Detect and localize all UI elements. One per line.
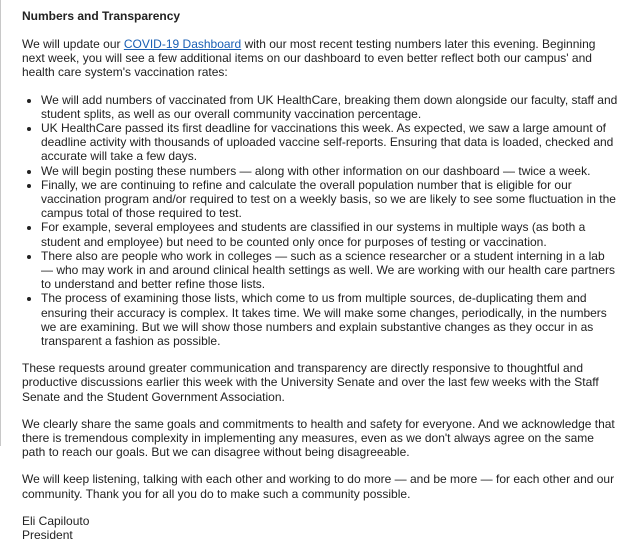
list-item: • We will begin posting these numbers — along with other information on our dashboard — twice a week. — [41, 164, 618, 178]
list-item: • Finally, we are continuing to refine and calculate the overall population number that is eligible for our vaccination program and/or required to test on a weekly basis, so we are likely to see some fluctuation in the campus total of those required to test. — [41, 178, 618, 221]
covid-dashboard-link[interactable]: COVID-19 Dashboard — [123, 37, 242, 51]
signature-title: President — [22, 528, 73, 542]
signature-name: Eli Capilouto — [22, 513, 90, 528]
list-item: • We will add numbers of vaccinated from UK HealthCare, breaking them down alongside our faculty, staff and student splits, as well as our overall community vaccination percentage. — [41, 93, 618, 121]
list-item: • There also are people who work in colleges — such as a science researcher or a student interning in a lab — who may work in and around clinical health settings as well. We are working with our health care partners to understand and better refine those lists. — [41, 249, 618, 292]
email-body — [22, 9, 618, 542]
body-paragraph: These requests around greater communication and transparency are directly responsive to thoughtful and productive discussions earlier this week with the University Senate and over the last few weeks with the Staff Senate and the Student Government Association. — [22, 361, 599, 404]
body-paragraph: We clearly share the same goals and commitments to health and safety for everyone. And we acknowledge that there is tremendous complexity in implementing any measures, even as we don't always agree on the same path to reach our goals. But we can disagree without being disagreeable. — [22, 416, 615, 460]
intro-text-after: with our most recent testing numbers later this evening. Beginning next week, you will see a few additional items on our dashboard to even better reflect both our campus' and health care system's vaccination rates: — [22, 37, 596, 80]
intro-text-before: We will update our — [22, 37, 124, 51]
section-heading: Numbers and Transparency — [22, 9, 181, 23]
signature-block — [22, 514, 618, 542]
intro-paragraph — [22, 37, 618, 80]
dashboard-updates-list — [22, 93, 618, 349]
list-item: • The process of examining those lists, which come to us from multiple sources, de-duplicating them and ensuring their accuracy is complex. It takes time. We will make some changes, periodically, in the numbers we are examining. But we will show those numbers and explain substantive changes as they occur in as transparent a fashion as possible. — [41, 291, 618, 348]
list-item: • UK HealthCare passed its first deadline for vaccinations this week. As expected, we saw a large amount of deadline activity with thousands of uploaded vaccine self-reports. Ensuring that data is loaded, checked and accurate will take a few days. — [41, 121, 618, 164]
body-paragraph: We will keep listening, talking with each other and working to do more — and be more — for each other and our community. Thank you for all you do to make such a community possible. — [22, 472, 615, 501]
list-item: • For example, several employees and students are classified in our systems in multiple ways (as both a student and employee) but need to be counted only once for purposes of testing or vaccination. — [41, 220, 618, 248]
